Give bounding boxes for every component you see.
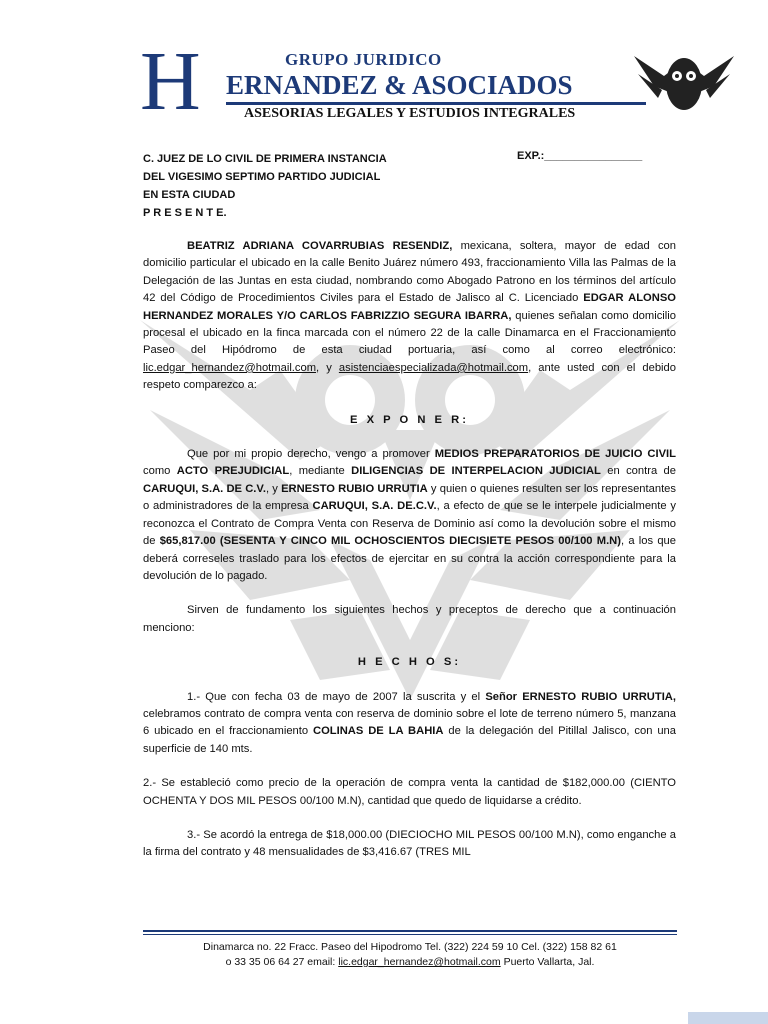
letterhead-initial: H — [140, 35, 201, 128]
addressee-line: P R E S E N T E. — [143, 207, 227, 219]
hecho-1: 1.- Que con fecha 03 de mayo de 2007 la suscrita y el Señor ERNESTO RUBIO URRUTIA, celebramos contrato de compra venta con reserva de dominio sobre el lote de terreno número 5, manzana 6 ubicado en el fraccionamiento COLINAS DE LA BAHIA de la delegación del Pitillal Jalisco, con una superficie de 140 mts. — [143, 690, 677, 755]
footer-address: Dinamarca no. 22 Fracc. Paseo del Hipodromo Tel. (322) 224 59 10 Cel. (322) 158 82 61 — [203, 941, 617, 953]
document-body — [143, 238, 676, 862]
owl-logo-icon — [634, 46, 734, 116]
fundamento-paragraph: Sirven de fundamento los siguientes hechos y preceptos de derecho que a continuación menciono: — [143, 604, 676, 634]
addressee-line: EN ESTA CIUDAD — [143, 189, 236, 201]
footer-contact: o 33 35 06 64 27 email: lic.edgar_hernandez@hotmail.com Puerto Vallarta, Jal. — [225, 956, 595, 968]
addressee-block — [143, 150, 387, 222]
exponer-paragraph: Que por mi propio derecho, vengo a promover MEDIOS PREPARATORIOS DE JUICIO CIVIL como ACTO PREJUDICIAL, mediante DILIGENCIAS DE INTERPELACION JUDICIAL en contra de CARUQUI, S.A. DE C.V., y ERNESTO RUBIO URRUTIA y quien o quienes resulten ser los representantes o administradores de la empresa CARUQUI, S.A. DE.C.V., a efecto de que se le interpele judicialmente y reconozca el Contrato de Compra Venta con Reserva de Dominio así como la devolución sobre el mismo de $65,817.00 (SESENTA Y CINCO MIL OCHOSCIENTOS DIECISIETE PESOS 00/100 M.N), a los que deberá correseles traslado para los efectos de ejercitar en su contra la acción correspondiente para la devolución de lo pagado. — [143, 448, 677, 582]
plaintiff-name: BEATRIZ ADRIANA COVARRUBIAS RESENDIZ, — [187, 240, 453, 252]
footer-email-link[interactable]: lic.edgar_hernandez@hotmail.com — [338, 956, 501, 968]
hecho-2: 2.- Se estableció como precio de la operación de compra venta la cantidad de $182,000.00 (CIENTO OCHENTA Y DOS MIL PESOS 00/100 M.N), cantidad que quedo de liquidarse a crédito. — [143, 777, 676, 807]
email-link-2[interactable]: asistenciaespecializada@hotmail.com — [338, 361, 529, 374]
corner-decoration — [688, 1012, 768, 1024]
group-title: GRUPO JURIDICO — [285, 50, 442, 69]
firm-subtitle: ASESORIAS LEGALES Y ESTUDIOS INTEGRALES — [244, 106, 576, 121]
exponer-heading: E X P O N E R: — [350, 413, 469, 426]
file-number: EXP.:________________ — [517, 150, 643, 162]
addressee-line: C. JUEZ DE LO CIVIL DE PRIMERA INSTANCIA — [143, 153, 387, 165]
hechos-heading: H E C H O S: — [357, 656, 462, 669]
email-link-1[interactable]: lic.edgar_hernandez@hotmail.com — [143, 361, 317, 374]
intro-paragraph: BEATRIZ ADRIANA COVARRUBIAS RESENDIZ, mexicana, soltera, mayor de edad con domicilio particular el ubicado en la calle Benito Juárez número 493, fraccionamiento Villa las Palmas de la Delegación de las Juntas en esta ciudad, nombrando como Abogado Patrono en los términos del artículo 42 del Código de Procedimientos Civiles para el Estado de Jalisco al C. Licenciado EDGAR ALONSO HERNANDEZ MORALES Y/O CARLOS FABRIZZIO SEGURA IBARRA, quienes señalan como domicilio procesal el ubicado en la finca marcada con el número 22 de la calle Dinamarca en el Fraccionamiento Paseo del Hipódromo de esta ciudad portuaria, así como al correo electrónico: lic.edgar_hernandez@hotmail.com, y asistenciaespecializada@hotmail.com, ante usted con el debido respeto comparezco a: — [143, 240, 677, 392]
footer-rule — [143, 930, 677, 932]
lawyer-names: EDGAR ALONSO HERNANDEZ MORALES Y/O CARLOS FABRIZZIO SEGURA IBARRA, — [143, 292, 677, 322]
firm-name: ERNANDEZ & ASOCIADOS — [226, 70, 573, 100]
addressee-line: DEL VIGESIMO SEPTIMO PARTIDO JUDICIAL — [143, 171, 381, 183]
hecho-3: 3.- Se acordó la entrega de $18,000.00 (DIECIOCHO MIL PESOS 00/100 M.N), como enganche a la firma del contrato y 48 mensualidades de $3,416.67 (TRES MIL — [143, 828, 676, 859]
letterhead — [140, 35, 660, 130]
footer-rule — [143, 934, 677, 935]
footer — [143, 940, 677, 970]
letterhead-rule — [226, 102, 646, 105]
